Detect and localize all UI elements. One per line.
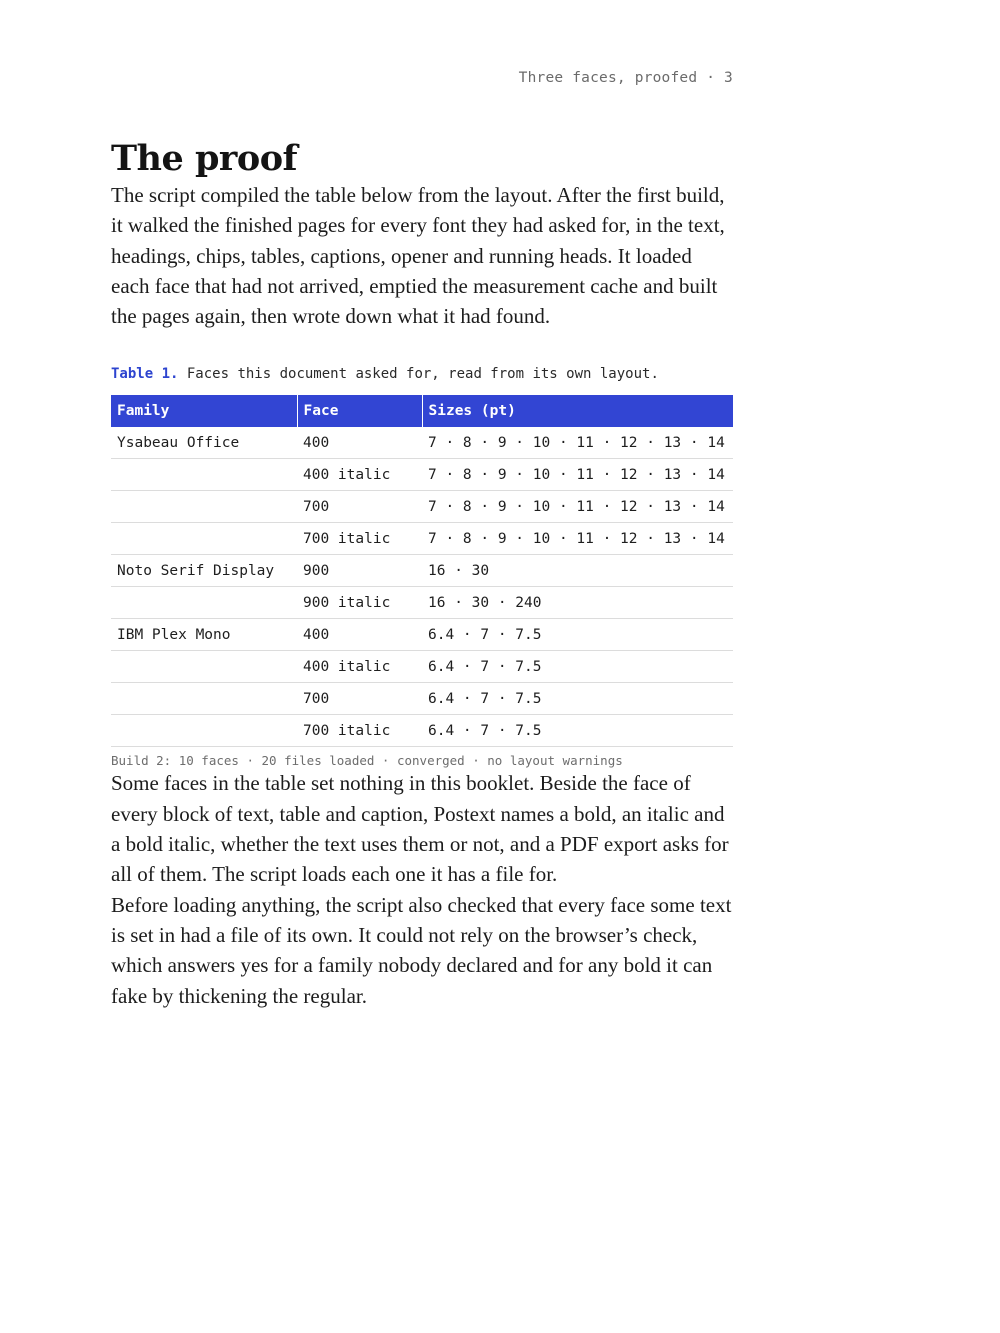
body-paragraph: Some faces in the table set nothing in this booklet. Beside the face of every block of text, table and caption, Postext names a bold, an italic and a bold italic, whether the text uses them or not, and a PDF export asks for all of them. The script loads each one it has a file for. [111, 771, 729, 887]
cell-family [111, 683, 297, 715]
cell-face: 700 [297, 491, 422, 523]
cell-sizes: 7 · 8 · 9 · 10 · 11 · 12 · 13 · 14 [422, 491, 733, 523]
header-sizes: Sizes (pt) [422, 395, 733, 427]
header-face: Face [297, 395, 422, 427]
table-row [111, 715, 733, 747]
cell-sizes: 6.4 · 7 · 7.5 [422, 651, 733, 683]
table-row [111, 619, 733, 651]
cell-face: 700 italic [297, 523, 422, 555]
intro-paragraph: The script compiled the table below from the layout. After the first build, it walked the finished pages for every font they had asked for, in the text, headings, chips, tables, captions, opener and running heads. It loaded each face that had not arrived, emptied the measurement cache and built the pages again, then wrote down what it had found. [111, 183, 725, 329]
running-head: Three faces, proofed · 3 [518, 70, 733, 86]
cell-face: 900 [297, 555, 422, 587]
cell-face: 900 italic [297, 587, 422, 619]
faces-table [111, 395, 733, 747]
cell-face: 400 [297, 619, 422, 651]
table-build-note: Build 2: 10 faces · 20 files loaded · converged · no layout warnings [111, 753, 623, 769]
cell-sizes: 16 · 30 · 240 [422, 587, 733, 619]
body-paragraph: Before loading anything, the script also checked that every face some text is set in had a file of its own. It could not rely on the browser’s check, which answers yes for a family nobody declared and for any bold it can fake by thickening the regular. [111, 892, 732, 1008]
cell-sizes: 7 · 8 · 9 · 10 · 11 · 12 · 13 · 14 [422, 523, 733, 555]
cell-sizes: 6.4 · 7 · 7.5 [422, 683, 733, 715]
table-row [111, 459, 733, 491]
table-caption [111, 364, 733, 384]
table-caption-label: Table 1. [111, 366, 179, 383]
table-caption-text: Faces this document asked for, read from its own layout. [186, 366, 659, 383]
cell-family [111, 491, 297, 523]
cell-face: 400 [297, 427, 422, 459]
cell-face: 700 italic [297, 715, 422, 747]
cell-family: Noto Serif Display [111, 555, 297, 587]
section-title: The proof [111, 138, 298, 179]
cell-sizes: 7 · 8 · 9 · 10 · 11 · 12 · 13 · 14 [422, 427, 733, 459]
cell-family: IBM Plex Mono [111, 619, 297, 651]
table-row [111, 491, 733, 523]
table-row [111, 587, 733, 619]
cell-family [111, 459, 297, 491]
cell-sizes: 16 · 30 [422, 555, 733, 587]
cell-family [111, 587, 297, 619]
page-content [111, 138, 733, 1011]
cell-family [111, 523, 297, 555]
table-row [111, 651, 733, 683]
table-row [111, 523, 733, 555]
cell-face: 400 italic [297, 459, 422, 491]
table-row [111, 427, 733, 459]
cell-family [111, 715, 297, 747]
header-family: Family [111, 395, 297, 427]
table-row [111, 555, 733, 587]
cell-sizes: 6.4 · 7 · 7.5 [422, 619, 733, 651]
cell-face: 700 [297, 683, 422, 715]
table-row [111, 683, 733, 715]
cell-face: 400 italic [297, 651, 422, 683]
cell-sizes: 7 · 8 · 9 · 10 · 11 · 12 · 13 · 14 [422, 459, 733, 491]
cell-sizes: 6.4 · 7 · 7.5 [422, 715, 733, 747]
table-header-row [111, 395, 733, 427]
cell-family [111, 651, 297, 683]
cell-family: Ysabeau Office [111, 427, 297, 459]
